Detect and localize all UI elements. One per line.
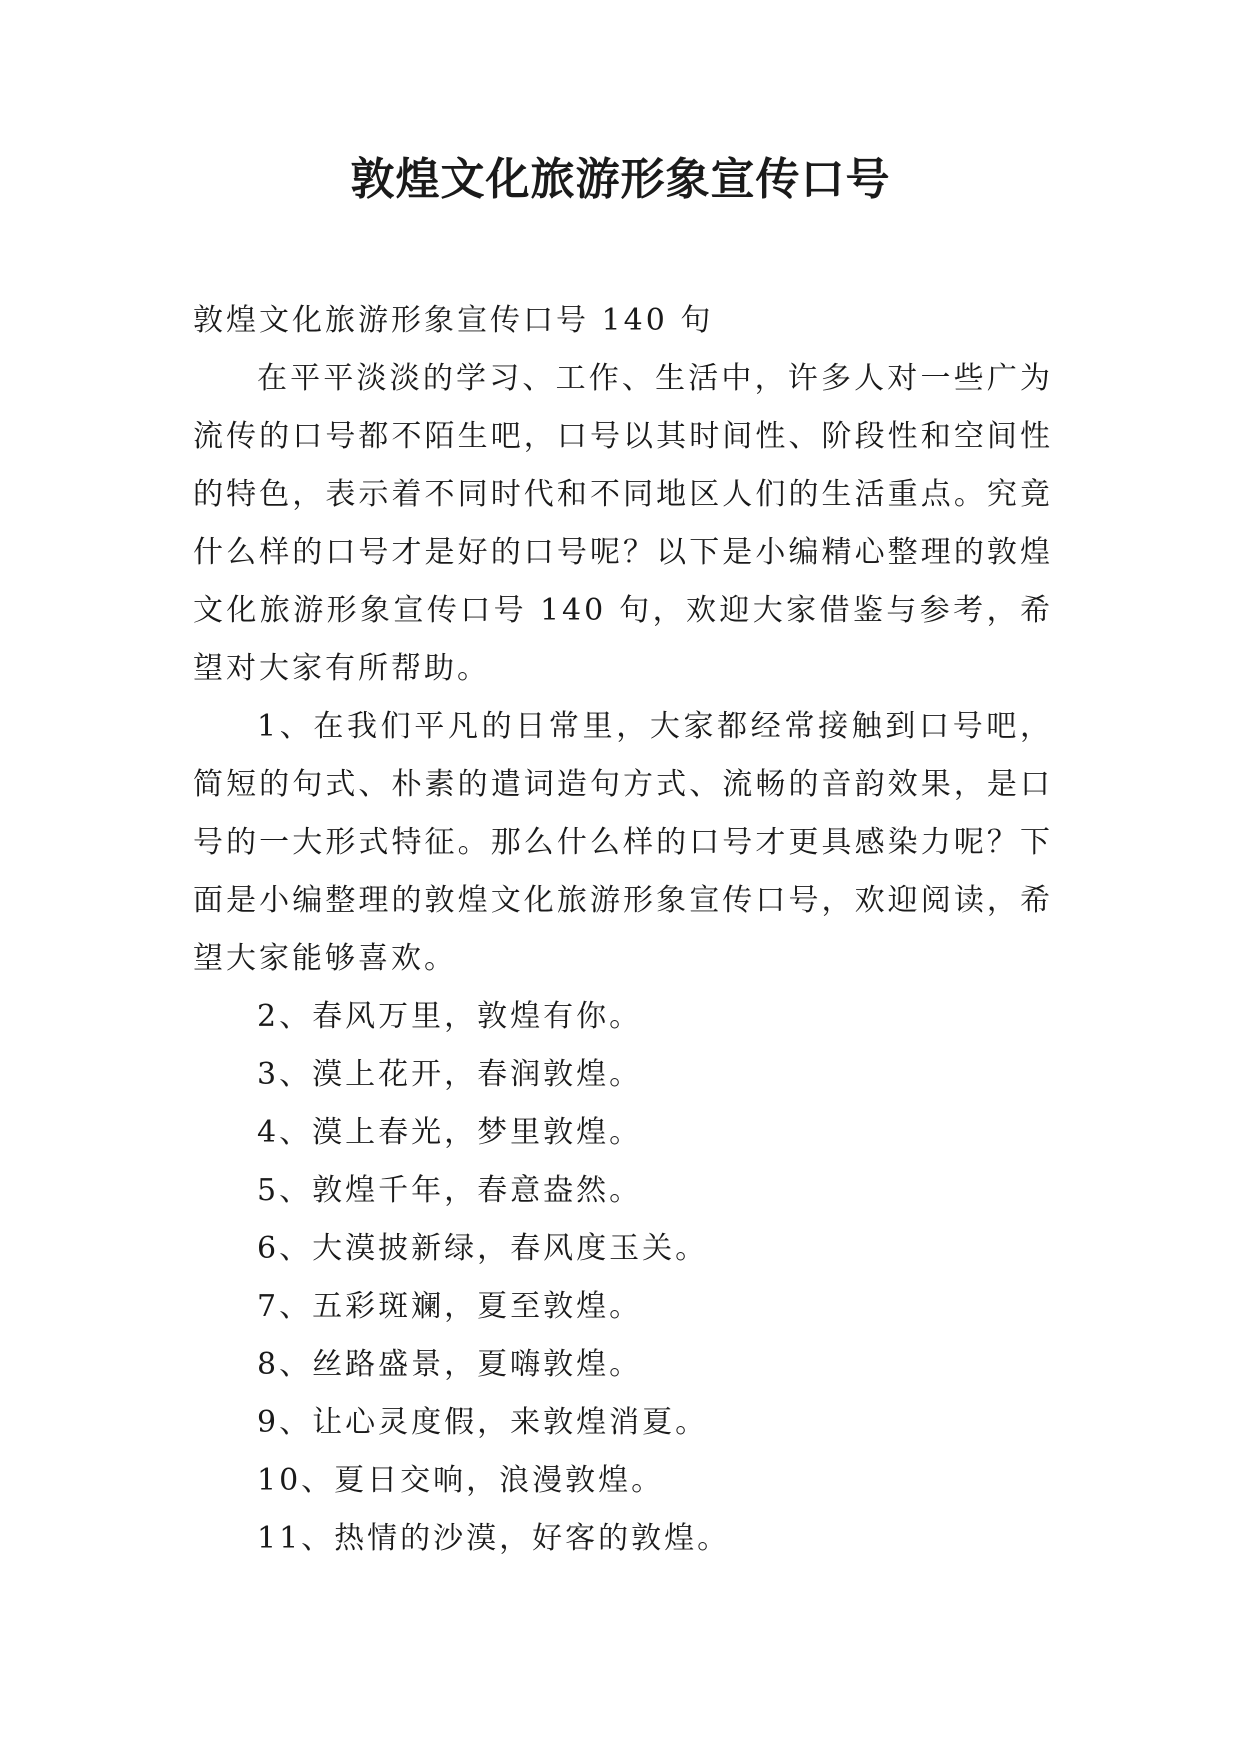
slogan-item: 9、让心灵度假，来敦煌消夏。 [257, 1405, 709, 1440]
slogan-item: 4、漠上春光，梦里敦煌。 [257, 1115, 643, 1150]
slogan-item: 8、丝路盛景，夏嗨敦煌。 [257, 1347, 643, 1382]
slogan-item: 1、在我们平凡的日常里，大家都经常接触到口号吧，简短的句式、朴素的遣词造句方式、流畅的音韵效果，是口号的一大形式特征。那么什么样的口号才更具感染力呢？下面是小编整理的敦煌文化旅游形象宣传口号，欢迎阅读，希望大家能够喜欢。 [193, 709, 1053, 976]
document-body [193, 292, 1053, 1568]
document-subtitle: 敦煌文化旅游形象宣传口号 140 句 [193, 303, 714, 338]
slogan-item: 7、五彩斑斓，夏至敦煌。 [257, 1289, 643, 1324]
slogan-item: 6、大漠披新绿，春风度玉关。 [257, 1231, 709, 1266]
slogan-item: 2、春风万里，敦煌有你。 [257, 999, 643, 1034]
slogan-item: 3、漠上花开，春润敦煌。 [257, 1057, 643, 1092]
slogan-item: 5、敦煌千年，春意盎然。 [257, 1173, 643, 1208]
intro-paragraph: 在平平淡淡的学习、工作、生活中，许多人对一些广为流传的口号都不陌生吧，口号以其时间性、阶段性和空间性的特色，表示着不同时代和不同地区人们的生活重点。究竟什么样的口号才是好的口号呢？以下是小编精心整理的敦煌文化旅游形象宣传口号 140 句，欢迎大家借鉴与参考，希望对大家有所帮助。 [193, 361, 1053, 686]
document-title: 敦煌文化旅游形象宣传口号 [350, 154, 891, 205]
slogan-item: 10、夏日交响，浪漫敦煌。 [257, 1463, 665, 1498]
slogan-item: 11、热情的沙漠，好客的敦煌。 [257, 1521, 731, 1556]
